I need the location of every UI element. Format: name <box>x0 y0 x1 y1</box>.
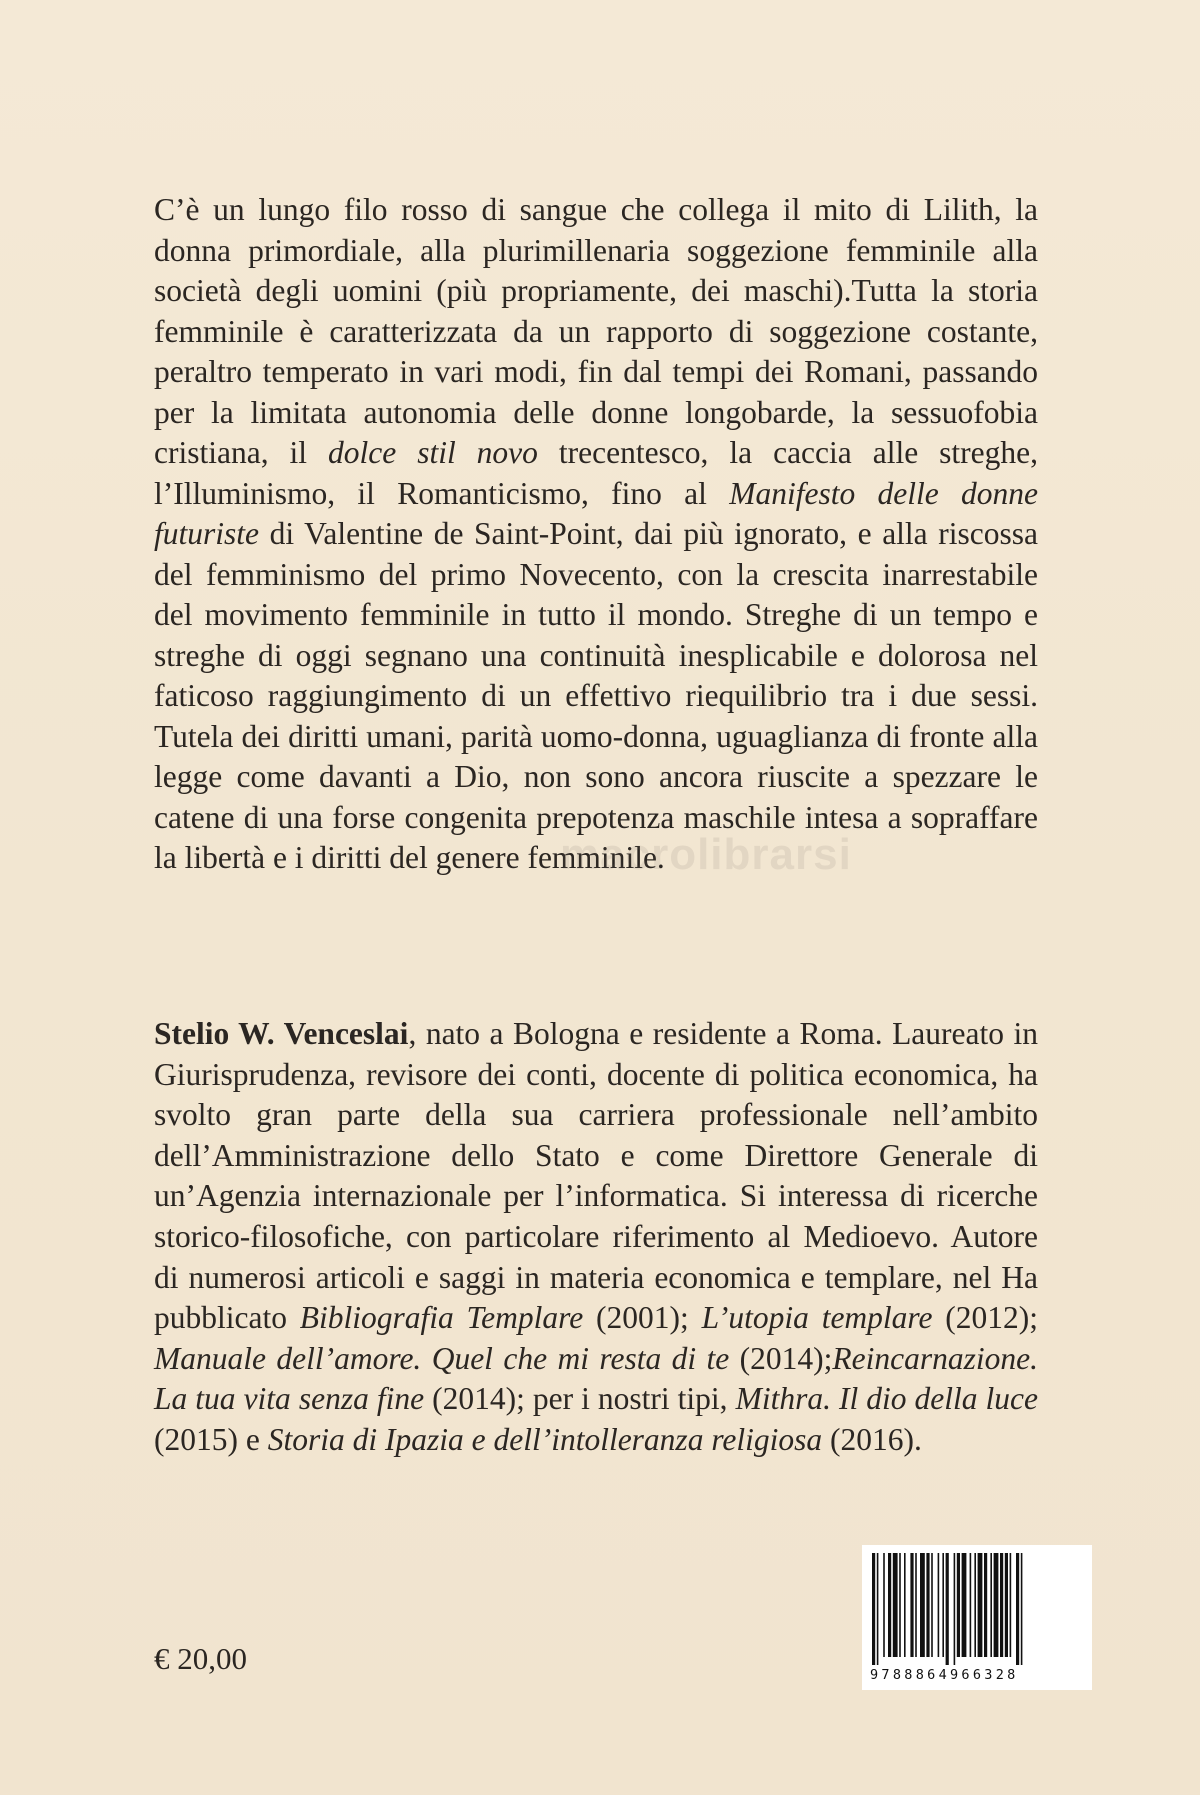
price-label: € 20,00 <box>154 1641 247 1676</box>
book-title: L’utopia templare <box>701 1300 933 1336</box>
barcode-digits: 9788864966328 <box>870 1667 1019 1683</box>
author-bio <box>154 1014 1038 1461</box>
synopsis-italic-dolce-stil-novo: dolce stil novo <box>328 435 538 470</box>
barcode-bar <box>942 1553 944 1657</box>
barcode-bar <box>974 1553 976 1657</box>
barcode-bar <box>899 1553 901 1657</box>
barcode-bar <box>954 1553 956 1665</box>
barcode-bar <box>920 1553 925 1657</box>
book-title: Mithra. Il dio della luce <box>735 1381 1038 1417</box>
barcode-bar <box>970 1553 972 1657</box>
book-title: Bibliografia Templare <box>299 1300 584 1336</box>
barcode-bar <box>946 1553 949 1665</box>
barcode-bar <box>1021 1553 1023 1665</box>
barcode-bar <box>893 1553 898 1657</box>
barcode-bar <box>1010 1553 1012 1657</box>
bio-part: (2014); <box>729 1340 833 1376</box>
bio-part: (2014); per i nostri tipi, <box>424 1381 736 1417</box>
barcode-bar <box>877 1553 879 1665</box>
barcode-bar <box>915 1553 917 1657</box>
barcode-bar <box>910 1553 913 1657</box>
barcode-bar <box>931 1553 933 1657</box>
barcode-bar <box>962 1553 967 1657</box>
bio-part: , nato a Bologna e residente a Roma. Laureato in Giurisprudenza, revisore dei conti, docente di politica economica, ha svolto gran parte della sua carriera professionale nell’ambito dell’Amministrazione dello Stato e come Direttore Generale di un’Agenzia internazionale per l’informatica. Si interessa di ricerche storico-filosofiche, con particolare riferimento al Medioevo. Autore di numerosi articoli e saggi in materia economica e templare, nel Ha pubblicato <box>154 1016 1038 1336</box>
barcode-bar <box>926 1553 929 1657</box>
author-name: Stelio W. Venceslai <box>154 1016 409 1051</box>
synopsis-part: C’è un lungo filo rosso di sangue che collega il mito di Lilith, la donna primordiale, alla plurimillenaria soggezione femminile alla società degli uomini (più propriamente, dei maschi).Tutta la storia femminile è caratterizzata da un rapporto di soggezione costante, peraltro temperato in vari modi, fin dal tempi dei Romani, passando per la limitata autonomia delle donne longobarde, la sessuofobia cristiana, il <box>154 192 1038 470</box>
book-title: Reincarnazione. La tua vita senza fine <box>154 1340 1038 1417</box>
bio-part: (2015) e <box>154 1421 268 1457</box>
barcode-bar <box>1016 1553 1019 1665</box>
barcode-bar <box>978 1553 983 1657</box>
book-title: Storia di Ipazia e dell’intolleranza religiosa <box>267 1421 823 1457</box>
barcode-bar <box>990 1553 992 1657</box>
barcode-bar <box>957 1553 960 1657</box>
barcode <box>862 1545 1092 1690</box>
synopsis-part: di Valentine de Saint-Point, dai più ignorato, e alla riscossa del femminismo del primo Novecento, con la crescita inarrestabile del movimento femminile in tutto il mondo. Streghe di un tempo e streghe di oggi segnano una continuità inesplicabile e dolorosa nel faticoso raggiungimento di un effettivo riequilibrio tra i due sessi. Tutela dei diritti umani, parità uomo-donna, uguaglianza di fronte alla legge come davanti a Dio, non sono ancora riuscite a spezzare le catene di una forse congenita prepotenza maschile intesa a sopraffare la libertà e i diritti del genere femminile. <box>154 516 1038 875</box>
book-title: Manuale dell’amore. Quel che mi resta di te <box>154 1340 730 1376</box>
bio-part: (2001); <box>583 1300 702 1336</box>
watermark-text: macrolibrarsi <box>560 830 852 879</box>
barcode-bar <box>984 1553 987 1657</box>
barcode-bars <box>870 1553 1084 1665</box>
bio-part: (2016). <box>822 1421 922 1457</box>
bio-part: (2012); <box>932 1300 1039 1336</box>
barcode-bar <box>994 1553 999 1657</box>
barcode-bar <box>938 1553 940 1657</box>
barcode-bar <box>883 1553 885 1657</box>
barcode-bar <box>1005 1553 1008 1657</box>
author-bio-paragraph <box>154 1014 1038 1461</box>
barcode-bar <box>904 1553 906 1657</box>
synopsis-paragraph <box>154 190 1038 879</box>
synopsis-text <box>154 190 1038 879</box>
barcode-bar <box>1000 1553 1003 1657</box>
barcode-bar <box>888 1553 891 1657</box>
barcode-bar <box>872 1553 875 1665</box>
synopsis-part: trecentesco, la caccia alle streghe, l’Illuminismo, il Romanticismo, fino al <box>154 435 1038 511</box>
synopsis-italic-manifesto: Manifesto delle donne futuriste <box>154 475 1038 551</box>
